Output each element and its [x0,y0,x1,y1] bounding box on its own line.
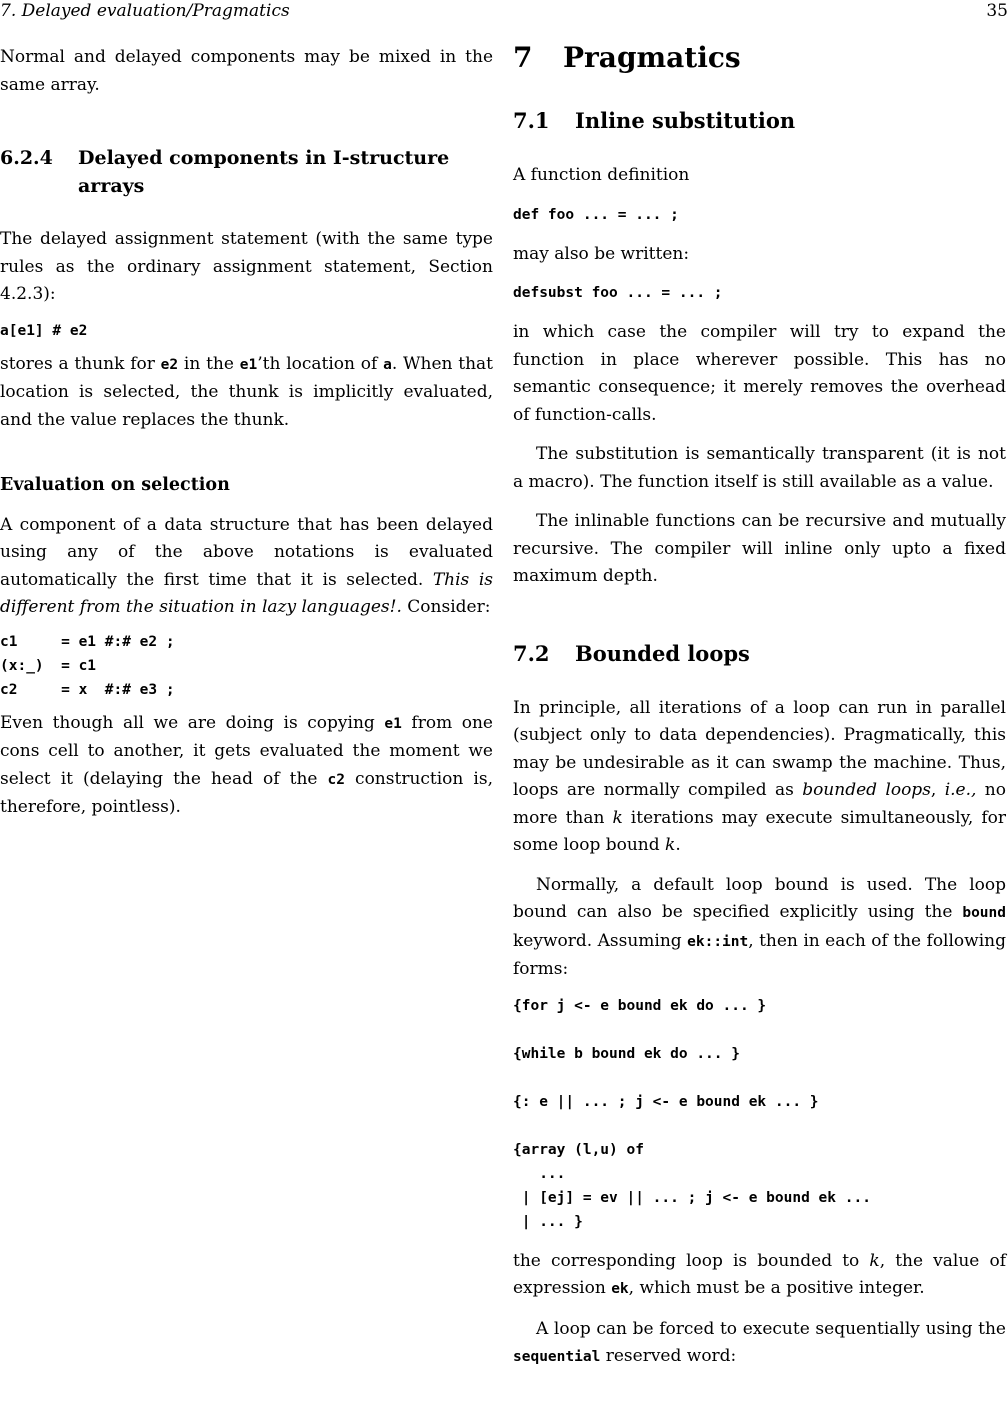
code-block: c1 = e1 #:# e2 ; (x:_) = c1 c2 = x #:# e3 ; [0,633,175,698]
inline-code: e2 [160,356,179,373]
chapter-heading [513,38,1006,78]
paragraph: may also be written: [513,243,690,264]
section-number: 7.1 [513,108,550,133]
text: reserved word: [600,1346,737,1366]
paragraph: The inlinable functions can be recursive and mutually recursive. The compiler will inline only upto a fixed maximum depth. [513,511,1006,586]
intro-paragraph: Normal and delayed components may be mixed in the same array. [0,47,493,95]
text: no more than [513,780,1006,828]
right-column [513,38,1006,1372]
text: from one cons cell to another, it gets evaluated the moment we select it (delaying the head of the [0,712,493,789]
math-variable: k [869,1250,880,1271]
text: . When that location is selected, the thunk is implicitly evaluated, and the value replaces the thunk. [0,353,493,430]
text: construction is, therefore, pointless). [0,768,493,817]
paragraph: The delayed assignment statement (with the same type rules as the ordinary assignment statement, Section 4.2.3): [0,229,493,304]
text: In principle, all iterations of a loop can run in parallel (subject only to data dependencies). Pragmatically, this may be undesirable as it can swamp the machine. Thus, loops are normally compiled as [513,697,1006,800]
text: A component of a data structure that has been delayed using any of the above notations is evaluated automatically the first time that it is selected. [0,514,493,590]
text: , which must be a positive integer. [628,1278,925,1298]
section-title: Inline substitution [575,108,796,133]
text: , [930,780,945,800]
text: , the value of expression [513,1250,1006,1298]
text: Even though all we are doing is copying [0,712,385,733]
inline-code: ek::int [687,933,749,950]
section-title: Delayed components in I-structure arrays [78,147,450,197]
paragraph: in which case the compiler will try to expand the function in place wherever possible. This has no semantic consequence; it merely removes the overhead of function-calls. [513,322,1006,425]
paragraph-heading: Evaluation on selection [0,475,230,495]
paragraph [0,710,493,822]
section-number: 7.2 [513,640,550,666]
page-header [0,0,1008,24]
paragraph [513,1316,1006,1372]
paragraph [0,351,493,435]
paragraph [0,512,493,622]
text: ’th location of [257,353,384,374]
text: , then in each of the following forms: [513,930,1006,979]
left-column [0,44,493,822]
inline-code: c2 [327,771,345,788]
math-variable: k [665,835,676,855]
page-number: 35 [986,1,1008,21]
text: A loop can be forced to execute sequentially using the [536,1318,1006,1339]
text: Consider: [401,597,491,617]
section-number: 6.2.4 [0,147,53,169]
section-7-2-heading [513,639,1006,669]
code-block: defsubst foo ... = ... ; [513,285,723,301]
paragraph [513,1248,1006,1304]
paragraph [513,695,1006,860]
section-6-2-4-heading [0,144,493,200]
inline-code: a [383,356,392,373]
text: the corresponding loop is bounded to [513,1250,870,1271]
code-block: {for j <- e bound ek do ... } {while b bound ek do ... } {: e || ... ; j <- e bound ek ... } {array (l,u) of ... | [ej] = ev || ... ; j <- e bound ek ... | ... } [513,997,871,1230]
chapter-number: 7 [513,41,533,74]
text: . [675,835,681,855]
inline-code: sequential [513,1349,601,1365]
math-variable: k [612,807,623,828]
text: Normally, a default loop bound is used. The loop bound can also be specified explicitly using the [513,874,1006,922]
text: keyword. Assuming [513,930,688,951]
inline-code: e1 [239,356,258,373]
inline-code: ek [611,1281,629,1297]
running-title: 7. Delayed evaluation/Pragmatics [0,1,290,21]
emphasis: bounded loops [802,780,931,800]
section-7-1-heading [513,106,1006,136]
paragraph: The substitution is semantically transparent (it is not a macro). The function itself is still available as a value. [513,444,1006,492]
chapter-title: Pragmatics [563,41,741,74]
text: in the [178,353,240,374]
code-block: def foo ... = ... ; [513,206,679,223]
emphasis: i.e., [944,780,977,800]
paragraph [513,872,1006,984]
inline-code: bound [962,905,1006,921]
paragraph: A function definition [513,165,690,185]
inline-code: e1 [384,715,402,732]
code-block: a[e1] # e2 [0,322,88,339]
section-title: Bounded loops [575,640,750,666]
text: iterations may execute simultaneously, for some loop bound [513,807,1007,855]
emphasis: This is different from the situation in lazy languages!. [0,569,494,617]
text: stores a thunk for [0,353,161,374]
